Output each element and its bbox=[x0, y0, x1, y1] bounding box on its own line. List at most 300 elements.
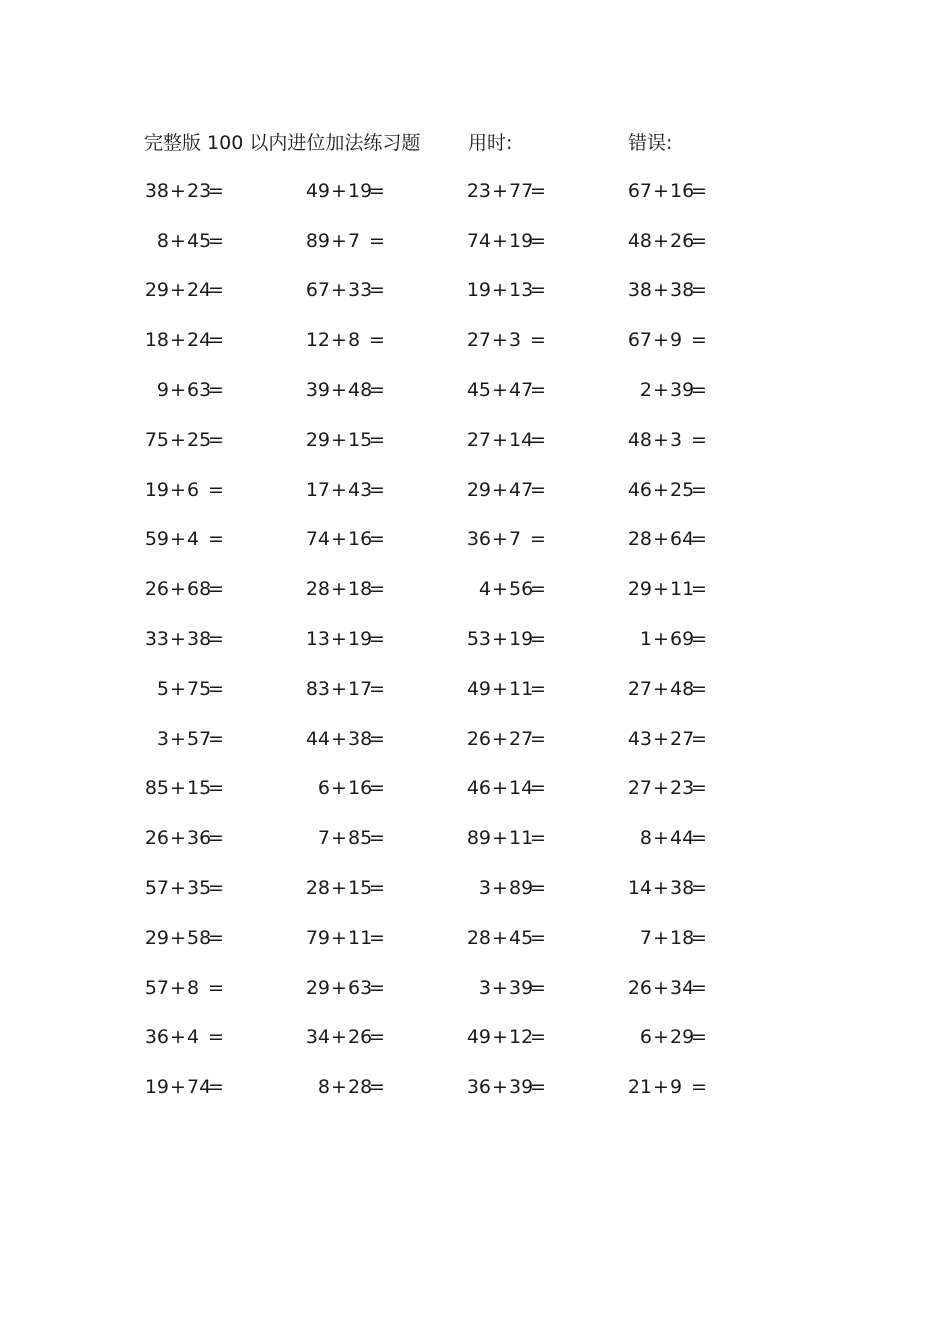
addition-problem bbox=[285, 764, 446, 814]
second-addend: 9 bbox=[670, 329, 683, 352]
equals-sign: = bbox=[530, 628, 546, 651]
first-addend: 48 bbox=[627, 229, 652, 252]
second-addend: 47 bbox=[509, 379, 534, 402]
plus-sign: + bbox=[653, 1076, 669, 1099]
worksheet-title: 完整版 100 以内进位加法练习题 bbox=[144, 132, 421, 154]
second-addend: 36 bbox=[187, 827, 212, 850]
second-addend: 39 bbox=[509, 976, 534, 999]
plus-sign: + bbox=[170, 827, 186, 850]
plus-sign: + bbox=[492, 528, 508, 551]
addition-problem bbox=[124, 515, 285, 565]
equals-sign: = bbox=[691, 229, 707, 252]
plus-sign: + bbox=[492, 677, 508, 700]
first-addend: 36 bbox=[144, 1026, 169, 1049]
addition-problem bbox=[607, 365, 768, 415]
addition-problem bbox=[446, 963, 607, 1013]
plus-sign: + bbox=[331, 976, 347, 999]
first-addend: 8 bbox=[639, 827, 652, 850]
plus-sign: + bbox=[653, 329, 669, 352]
first-addend: 27 bbox=[466, 428, 491, 451]
first-addend: 49 bbox=[466, 1026, 491, 1049]
first-addend: 74 bbox=[466, 229, 491, 252]
addition-problem bbox=[124, 813, 285, 863]
addition-problem bbox=[124, 764, 285, 814]
plus-sign: + bbox=[492, 926, 508, 949]
equals-sign: = bbox=[208, 1076, 224, 1099]
second-addend: 75 bbox=[187, 677, 212, 700]
second-addend: 19 bbox=[509, 229, 534, 252]
addition-problem bbox=[607, 1013, 768, 1063]
second-addend: 26 bbox=[348, 1026, 373, 1049]
plus-sign: + bbox=[170, 478, 186, 501]
addition-problem bbox=[446, 1013, 607, 1063]
first-addend: 43 bbox=[627, 727, 652, 750]
addition-problem bbox=[446, 1062, 607, 1112]
equals-sign: = bbox=[369, 478, 385, 501]
plus-sign: + bbox=[170, 229, 186, 252]
equals-sign: = bbox=[530, 877, 546, 900]
second-addend: 85 bbox=[348, 827, 373, 850]
second-addend: 26 bbox=[670, 229, 695, 252]
equals-sign: = bbox=[691, 877, 707, 900]
addition-problem bbox=[285, 266, 446, 316]
plus-sign: + bbox=[331, 926, 347, 949]
first-addend: 89 bbox=[305, 229, 330, 252]
equals-sign: = bbox=[530, 478, 546, 501]
second-addend: 3 bbox=[509, 329, 522, 352]
addition-problem bbox=[285, 365, 446, 415]
equals-sign: = bbox=[208, 379, 224, 402]
first-addend: 28 bbox=[627, 528, 652, 551]
equals-sign: = bbox=[369, 329, 385, 352]
equals-sign: = bbox=[530, 329, 546, 352]
first-addend: 19 bbox=[144, 478, 169, 501]
addition-problem bbox=[607, 216, 768, 266]
equals-sign: = bbox=[691, 379, 707, 402]
first-addend: 14 bbox=[627, 877, 652, 900]
second-addend: 39 bbox=[509, 1076, 534, 1099]
plus-sign: + bbox=[492, 279, 508, 302]
first-addend: 19 bbox=[466, 279, 491, 302]
second-addend: 89 bbox=[509, 877, 534, 900]
plus-sign: + bbox=[331, 727, 347, 750]
first-addend: 46 bbox=[627, 478, 652, 501]
addition-problem bbox=[446, 664, 607, 714]
second-addend: 57 bbox=[187, 727, 212, 750]
second-addend: 11 bbox=[670, 578, 695, 601]
second-addend: 6 bbox=[187, 478, 200, 501]
first-addend: 79 bbox=[305, 926, 330, 949]
equals-sign: = bbox=[530, 926, 546, 949]
equals-sign: = bbox=[369, 578, 385, 601]
plus-sign: + bbox=[331, 229, 347, 252]
addition-problem bbox=[285, 913, 446, 963]
first-addend: 39 bbox=[305, 379, 330, 402]
first-addend: 29 bbox=[144, 926, 169, 949]
plus-sign: + bbox=[331, 428, 347, 451]
first-addend: 29 bbox=[466, 478, 491, 501]
second-addend: 19 bbox=[348, 628, 373, 651]
addition-problem bbox=[446, 315, 607, 365]
plus-sign: + bbox=[492, 578, 508, 601]
addition-problem bbox=[446, 913, 607, 963]
plus-sign: + bbox=[170, 379, 186, 402]
second-addend: 16 bbox=[348, 528, 373, 551]
first-addend: 74 bbox=[305, 528, 330, 551]
equals-sign: = bbox=[530, 976, 546, 999]
addition-problem bbox=[607, 465, 768, 515]
first-addend: 29 bbox=[305, 976, 330, 999]
first-addend: 6 bbox=[317, 777, 330, 800]
plus-sign: + bbox=[653, 478, 669, 501]
equals-sign: = bbox=[369, 777, 385, 800]
equals-sign: = bbox=[208, 578, 224, 601]
second-addend: 3 bbox=[670, 428, 683, 451]
first-addend: 26 bbox=[144, 827, 169, 850]
plus-sign: + bbox=[170, 976, 186, 999]
second-addend: 63 bbox=[348, 976, 373, 999]
plus-sign: + bbox=[170, 279, 186, 302]
addition-problem bbox=[607, 515, 768, 565]
first-addend: 26 bbox=[144, 578, 169, 601]
plus-sign: + bbox=[653, 179, 669, 202]
second-addend: 68 bbox=[187, 578, 212, 601]
first-addend: 27 bbox=[627, 777, 652, 800]
addition-problem bbox=[285, 863, 446, 913]
addition-problem bbox=[285, 166, 446, 216]
first-addend: 36 bbox=[466, 1076, 491, 1099]
equals-sign: = bbox=[208, 279, 224, 302]
second-addend: 25 bbox=[670, 478, 695, 501]
equals-sign: = bbox=[208, 329, 224, 352]
second-addend: 7 bbox=[348, 229, 361, 252]
equals-sign: = bbox=[208, 976, 224, 999]
addition-problem bbox=[607, 963, 768, 1013]
second-addend: 38 bbox=[670, 279, 695, 302]
second-addend: 19 bbox=[509, 628, 534, 651]
equals-sign: = bbox=[208, 229, 224, 252]
addition-problem bbox=[607, 1062, 768, 1112]
equals-sign: = bbox=[208, 428, 224, 451]
addition-problem bbox=[124, 913, 285, 963]
first-addend: 27 bbox=[627, 677, 652, 700]
second-addend: 11 bbox=[509, 827, 534, 850]
first-addend: 46 bbox=[466, 777, 491, 800]
plus-sign: + bbox=[492, 478, 508, 501]
first-addend: 44 bbox=[305, 727, 330, 750]
first-addend: 5 bbox=[156, 677, 169, 700]
addition-problem bbox=[124, 315, 285, 365]
first-addend: 38 bbox=[144, 179, 169, 202]
first-addend: 26 bbox=[466, 727, 491, 750]
addition-problem bbox=[446, 415, 607, 465]
equals-sign: = bbox=[369, 827, 385, 850]
problem-grid bbox=[124, 166, 768, 1112]
second-addend: 29 bbox=[670, 1026, 695, 1049]
plus-sign: + bbox=[653, 528, 669, 551]
equals-sign: = bbox=[369, 677, 385, 700]
second-addend: 56 bbox=[509, 578, 534, 601]
first-addend: 33 bbox=[144, 628, 169, 651]
first-addend: 6 bbox=[639, 1026, 652, 1049]
equals-sign: = bbox=[369, 976, 385, 999]
equals-sign: = bbox=[691, 179, 707, 202]
second-addend: 27 bbox=[670, 727, 695, 750]
second-addend: 14 bbox=[509, 428, 534, 451]
addition-problem bbox=[285, 465, 446, 515]
plus-sign: + bbox=[331, 1026, 347, 1049]
addition-problem bbox=[124, 863, 285, 913]
addition-problem bbox=[285, 216, 446, 266]
addition-problem bbox=[285, 315, 446, 365]
plus-sign: + bbox=[170, 926, 186, 949]
addition-problem bbox=[124, 266, 285, 316]
first-addend: 4 bbox=[478, 578, 491, 601]
equals-sign: = bbox=[691, 926, 707, 949]
equals-sign: = bbox=[208, 926, 224, 949]
equals-sign: = bbox=[208, 478, 224, 501]
second-addend: 47 bbox=[509, 478, 534, 501]
plus-sign: + bbox=[653, 279, 669, 302]
second-addend: 15 bbox=[348, 428, 373, 451]
second-addend: 77 bbox=[509, 179, 534, 202]
equals-sign: = bbox=[208, 777, 224, 800]
equals-sign: = bbox=[208, 528, 224, 551]
plus-sign: + bbox=[492, 777, 508, 800]
first-addend: 17 bbox=[305, 478, 330, 501]
equals-sign: = bbox=[691, 777, 707, 800]
equals-sign: = bbox=[691, 628, 707, 651]
equals-sign: = bbox=[530, 379, 546, 402]
addition-problem bbox=[607, 415, 768, 465]
second-addend: 18 bbox=[670, 926, 695, 949]
addition-problem bbox=[124, 614, 285, 664]
equals-sign: = bbox=[369, 428, 385, 451]
first-addend: 3 bbox=[156, 727, 169, 750]
equals-sign: = bbox=[691, 578, 707, 601]
equals-sign: = bbox=[691, 528, 707, 551]
first-addend: 67 bbox=[627, 329, 652, 352]
equals-sign: = bbox=[208, 1026, 224, 1049]
equals-sign: = bbox=[691, 1026, 707, 1049]
equals-sign: = bbox=[530, 1026, 546, 1049]
first-addend: 59 bbox=[144, 528, 169, 551]
equals-sign: = bbox=[691, 279, 707, 302]
plus-sign: + bbox=[331, 628, 347, 651]
equals-sign: = bbox=[691, 677, 707, 700]
addition-problem bbox=[124, 166, 285, 216]
equals-sign: = bbox=[208, 727, 224, 750]
equals-sign: = bbox=[530, 1076, 546, 1099]
addition-problem bbox=[446, 166, 607, 216]
first-addend: 26 bbox=[627, 976, 652, 999]
addition-problem bbox=[124, 216, 285, 266]
second-addend: 12 bbox=[509, 1026, 534, 1049]
first-addend: 29 bbox=[305, 428, 330, 451]
first-addend: 67 bbox=[305, 279, 330, 302]
first-addend: 7 bbox=[639, 926, 652, 949]
first-addend: 57 bbox=[144, 877, 169, 900]
first-addend: 28 bbox=[466, 926, 491, 949]
plus-sign: + bbox=[492, 877, 508, 900]
equals-sign: = bbox=[691, 428, 707, 451]
plus-sign: + bbox=[492, 976, 508, 999]
first-addend: 49 bbox=[305, 179, 330, 202]
second-addend: 8 bbox=[348, 329, 361, 352]
equals-sign: = bbox=[208, 677, 224, 700]
first-addend: 57 bbox=[144, 976, 169, 999]
equals-sign: = bbox=[208, 179, 224, 202]
plus-sign: + bbox=[170, 1026, 186, 1049]
addition-problem bbox=[285, 515, 446, 565]
second-addend: 23 bbox=[670, 777, 695, 800]
first-addend: 85 bbox=[144, 777, 169, 800]
second-addend: 64 bbox=[670, 528, 695, 551]
plus-sign: + bbox=[653, 229, 669, 252]
second-addend: 45 bbox=[509, 926, 534, 949]
equals-sign: = bbox=[530, 279, 546, 302]
second-addend: 11 bbox=[348, 926, 373, 949]
equals-sign: = bbox=[691, 1076, 707, 1099]
equals-sign: = bbox=[691, 727, 707, 750]
first-addend: 34 bbox=[305, 1026, 330, 1049]
addition-problem bbox=[446, 465, 607, 515]
addition-problem bbox=[285, 664, 446, 714]
second-addend: 18 bbox=[348, 578, 373, 601]
addition-problem bbox=[124, 664, 285, 714]
second-addend: 9 bbox=[670, 1076, 683, 1099]
plus-sign: + bbox=[331, 528, 347, 551]
equals-sign: = bbox=[691, 976, 707, 999]
equals-sign: = bbox=[691, 827, 707, 850]
equals-sign: = bbox=[369, 727, 385, 750]
equals-sign: = bbox=[369, 528, 385, 551]
second-addend: 24 bbox=[187, 329, 212, 352]
equals-sign: = bbox=[208, 877, 224, 900]
plus-sign: + bbox=[653, 578, 669, 601]
second-addend: 19 bbox=[348, 179, 373, 202]
second-addend: 69 bbox=[670, 628, 695, 651]
equals-sign: = bbox=[369, 229, 385, 252]
addition-problem bbox=[285, 1013, 446, 1063]
plus-sign: + bbox=[653, 379, 669, 402]
addition-problem bbox=[124, 963, 285, 1013]
addition-problem bbox=[124, 415, 285, 465]
first-addend: 9 bbox=[156, 379, 169, 402]
first-addend: 12 bbox=[305, 329, 330, 352]
plus-sign: + bbox=[653, 827, 669, 850]
equals-sign: = bbox=[369, 926, 385, 949]
addition-problem bbox=[607, 714, 768, 764]
first-addend: 2 bbox=[639, 379, 652, 402]
first-addend: 48 bbox=[627, 428, 652, 451]
addition-problem bbox=[607, 564, 768, 614]
addition-problem bbox=[285, 564, 446, 614]
plus-sign: + bbox=[492, 229, 508, 252]
addition-problem bbox=[285, 614, 446, 664]
addition-problem bbox=[285, 714, 446, 764]
plus-sign: + bbox=[170, 777, 186, 800]
plus-sign: + bbox=[170, 528, 186, 551]
addition-problem bbox=[446, 515, 607, 565]
plus-sign: + bbox=[331, 279, 347, 302]
equals-sign: = bbox=[530, 777, 546, 800]
first-addend: 23 bbox=[466, 179, 491, 202]
plus-sign: + bbox=[170, 727, 186, 750]
addition-problem bbox=[446, 216, 607, 266]
plus-sign: + bbox=[170, 628, 186, 651]
equals-sign: = bbox=[369, 379, 385, 402]
equals-sign: = bbox=[530, 727, 546, 750]
first-addend: 49 bbox=[466, 677, 491, 700]
plus-sign: + bbox=[653, 677, 669, 700]
addition-problem bbox=[446, 764, 607, 814]
second-addend: 43 bbox=[348, 478, 373, 501]
second-addend: 8 bbox=[187, 976, 200, 999]
equals-sign: = bbox=[208, 628, 224, 651]
plus-sign: + bbox=[492, 827, 508, 850]
plus-sign: + bbox=[331, 1076, 347, 1099]
addition-problem bbox=[124, 1062, 285, 1112]
plus-sign: + bbox=[492, 329, 508, 352]
equals-sign: = bbox=[369, 877, 385, 900]
addition-problem bbox=[607, 166, 768, 216]
second-addend: 38 bbox=[670, 877, 695, 900]
plus-sign: + bbox=[653, 926, 669, 949]
equals-sign: = bbox=[369, 628, 385, 651]
plus-sign: + bbox=[492, 379, 508, 402]
addition-problem bbox=[446, 614, 607, 664]
second-addend: 24 bbox=[187, 279, 212, 302]
plus-sign: + bbox=[653, 628, 669, 651]
addition-problem bbox=[124, 1013, 285, 1063]
plus-sign: + bbox=[653, 777, 669, 800]
second-addend: 23 bbox=[187, 179, 212, 202]
addition-problem bbox=[446, 266, 607, 316]
equals-sign: = bbox=[369, 1076, 385, 1099]
addition-problem bbox=[285, 813, 446, 863]
second-addend: 27 bbox=[509, 727, 534, 750]
plus-sign: + bbox=[492, 179, 508, 202]
second-addend: 45 bbox=[187, 229, 212, 252]
errors-label: 错误: bbox=[628, 132, 673, 154]
addition-problem bbox=[446, 813, 607, 863]
plus-sign: + bbox=[653, 1026, 669, 1049]
equals-sign: = bbox=[530, 179, 546, 202]
second-addend: 35 bbox=[187, 877, 212, 900]
first-addend: 28 bbox=[305, 877, 330, 900]
second-addend: 63 bbox=[187, 379, 212, 402]
second-addend: 4 bbox=[187, 528, 200, 551]
second-addend: 4 bbox=[187, 1026, 200, 1049]
first-addend: 89 bbox=[466, 827, 491, 850]
worksheet-header bbox=[0, 128, 950, 158]
first-addend: 29 bbox=[144, 279, 169, 302]
equals-sign: = bbox=[530, 229, 546, 252]
equals-sign: = bbox=[530, 528, 546, 551]
second-addend: 48 bbox=[348, 379, 373, 402]
addition-problem bbox=[607, 614, 768, 664]
equals-sign: = bbox=[369, 179, 385, 202]
second-addend: 15 bbox=[348, 877, 373, 900]
second-addend: 25 bbox=[187, 428, 212, 451]
plus-sign: + bbox=[170, 329, 186, 352]
plus-sign: + bbox=[170, 1076, 186, 1099]
second-addend: 34 bbox=[670, 976, 695, 999]
first-addend: 28 bbox=[305, 578, 330, 601]
plus-sign: + bbox=[331, 827, 347, 850]
addition-problem bbox=[124, 365, 285, 415]
